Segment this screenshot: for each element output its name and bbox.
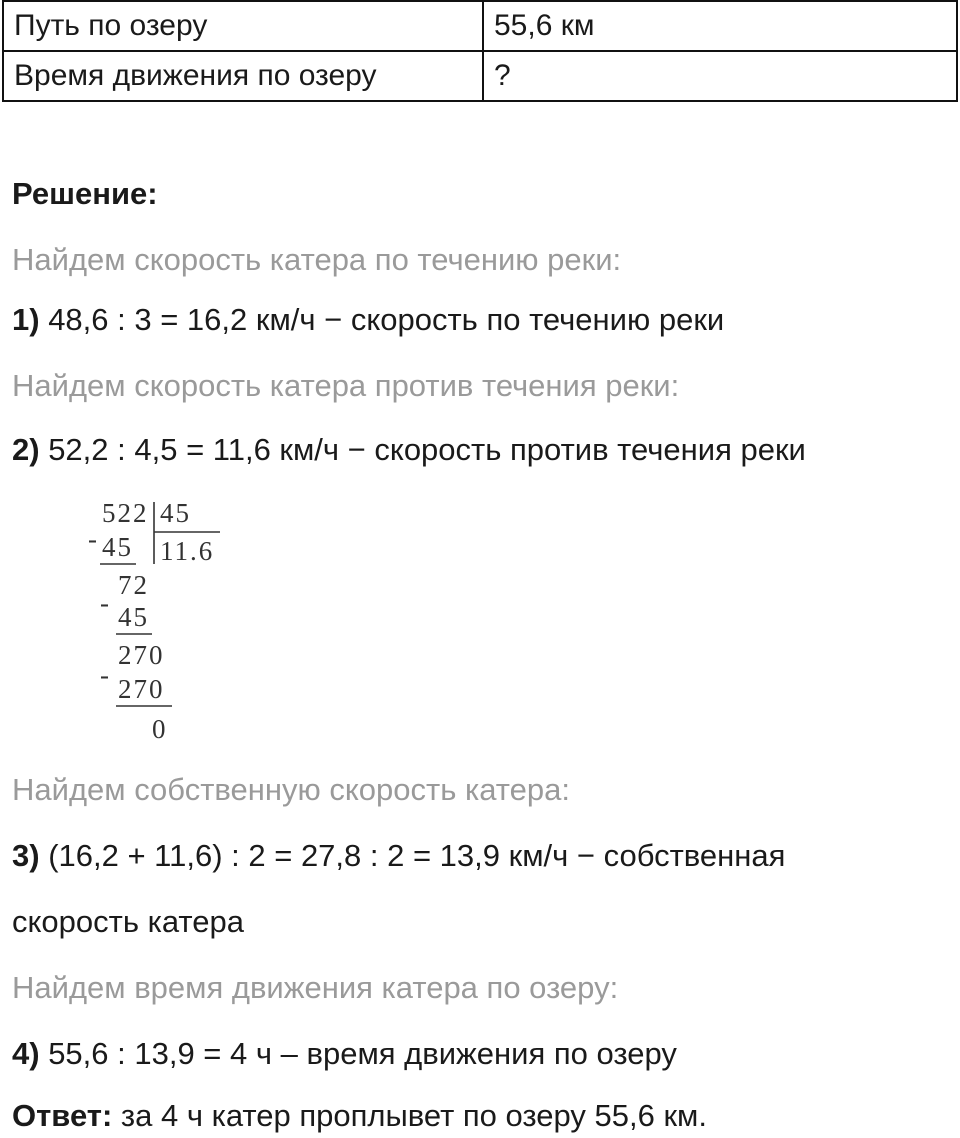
step-text: (16,2 + 11,6) : 2 = 27,8 : 2 = 13,9 км/ч − собственная [39, 838, 786, 873]
hint-line: Найдем скорость катера против течения реки: [12, 368, 680, 403]
minus-sign: - [88, 524, 99, 554]
remainder: 72 [118, 570, 149, 600]
step-number: 2) [12, 432, 40, 467]
solution-heading: Решение: [12, 176, 158, 211]
table-cell-label: Время движения по озеру [3, 51, 483, 101]
step-line [12, 1034, 677, 1074]
step-text: 52,2 : 4,5 = 11,6 км/ч − скорость против течения реки [39, 432, 806, 467]
minus-sign: - [100, 660, 111, 690]
hint-line: Найдем собственную скорость катера: [12, 772, 570, 807]
step-text: 55,6 : 13,9 = 4 ч – время движения по озеру [39, 1036, 677, 1071]
hint-line: Найдем время движения катера по озеру: [12, 970, 619, 1005]
minus-sign: - [100, 588, 111, 618]
answer-label: Ответ: [12, 1098, 113, 1133]
step-line-continuation: скорость катера [12, 904, 244, 939]
step-text: 48,6 : 3 = 16,2 км/ч − скорость по течению реки [39, 302, 725, 337]
quotient: 11.6 [160, 536, 215, 566]
subtrahend: 45 [102, 532, 133, 562]
table-cell-value: 55,6 км [483, 1, 957, 51]
step-line [12, 430, 806, 470]
table-row [3, 51, 957, 101]
subtrahend: 270 [118, 674, 165, 704]
final-remainder: 0 [152, 714, 168, 744]
step-line [12, 300, 724, 340]
step-number: 4) [12, 1036, 40, 1071]
divisor: 45 [160, 498, 191, 528]
data-table [2, 0, 958, 102]
table-row [3, 1, 957, 51]
answer-line [12, 1096, 707, 1136]
dividend: 522 [102, 498, 149, 528]
answer-text: за 4 ч катер проплывет по озеру 55,6 км. [112, 1098, 707, 1133]
step-number: 1) [12, 302, 40, 337]
step-line [12, 836, 785, 876]
table-cell-value: ? [483, 51, 957, 101]
subtrahend: 45 [118, 602, 149, 632]
hint-line: Найдем скорость катера по течению реки: [12, 242, 622, 277]
remainder: 270 [118, 640, 165, 670]
long-division [86, 498, 246, 748]
table-cell-label: Путь по озеру [3, 1, 483, 51]
step-number: 3) [12, 838, 40, 873]
